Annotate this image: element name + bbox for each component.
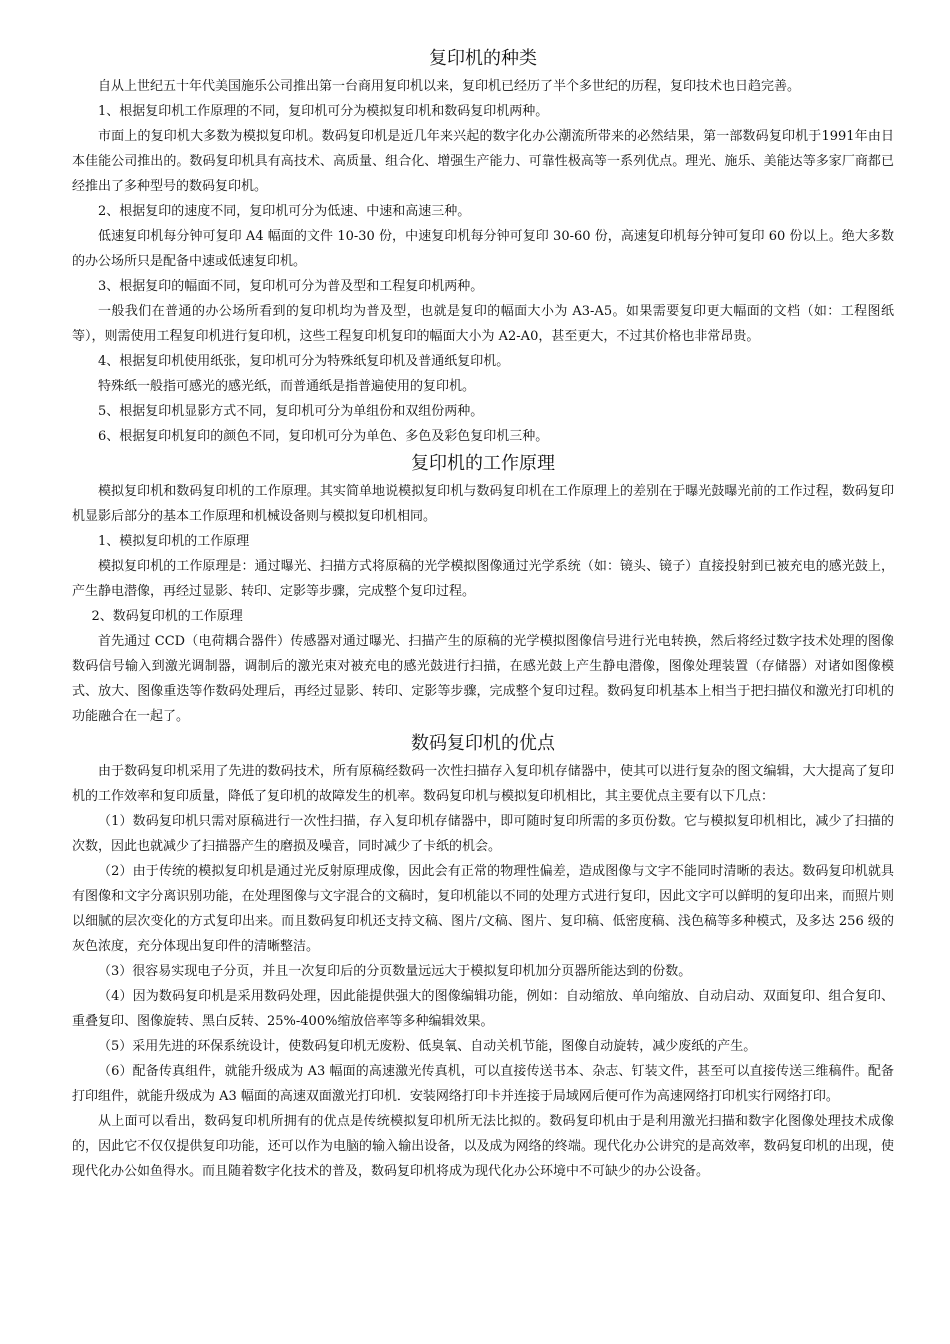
paragraph: 1、根据复印机工作原理的不同，复印机可分为模拟复印机和数码复印机两种。: [98, 104, 549, 119]
paragraph: 2、数码复印机的工作原理: [91, 609, 243, 624]
paragraph: （3）很容易实现电子分页，并且一次复印后的分页数量远远大于模拟复印机加分页器所能达到的份数。: [98, 964, 692, 979]
paragraph: 模拟复印机的工作原理是：通过曝光、扫描方式将原稿的光学模拟图像通过光学系统（如：镜头、镜子）直接投射到已被充电的感光鼓上，产生静电潜像，再经过显影、转印、定影等步骤，完成整个复印过程。: [72, 559, 894, 599]
paragraph: 市面上的复印机大多数为模拟复印机。数码复印机是近几年来兴起的数字化办公潮流所带来的必然结果，第一部数码复印机于1991年由日本佳能公司推出的。数码复印机具有高技术、高质量、组合化、增强生产能力、可靠性极高等一系列优点。理光、施乐、美能达等多家厂商都已经推出了多种型号的数码复印机。: [72, 129, 894, 194]
paragraph: 5、根据复印机显影方式不同，复印机可分为单组份和双组份两种。: [98, 404, 484, 419]
paragraph: 特殊纸一般指可感光的感光纸，而普通纸是指普遍使用的复印机。: [98, 379, 476, 394]
paragraph: 1、模拟复印机的工作原理: [98, 534, 250, 549]
paragraph: 2、根据复印的速度不同，复印机可分为低速、中速和高速三种。: [98, 204, 471, 219]
paragraph: 6、根据复印机复印的颜色不同，复印机可分为单色、多色及彩色复印机三种。: [98, 429, 549, 444]
paragraph: （2）由于传统的模拟复印机是通过光反射原理成像，因此会有正常的物理性偏差，造成图像与文字不能同时清晰的表达。数码复印机就具有图像和文字分离识别功能，在处理图像与文字混合的文稿时，复印机能以不同的处理方式进行复印，因此文字可以鲜明的复印出来，而照片则以细腻的层次变化的方式复印出来。而且数码复印机还支持文稿、图片/文稿、图片、复印稿、低密度稿、浅色稿等多种模式，及多达 256 级的灰色浓度，充分体现出复印件的清晰整洁。: [72, 864, 894, 954]
paragraph: 由于数码复印机采用了先进的数码技术，所有原稿经数码一次性扫描存入复印机存储器中，使其可以进行复杂的图文编辑，大大提高了复印机的工作效率和复印质量，降低了复印机的故障发生的机率。数码复印机与模拟复印机相比，其主要优点主要有以下几点：: [72, 764, 894, 804]
paragraph: 4、根据复印机使用纸张，复印机可分为特殊纸复印机及普通纸复印机。: [98, 354, 510, 369]
paragraph: 首先通过 CCD（电荷耦合器件）传感器对通过曝光、扫描产生的原稿的光学模拟图像信号进行光电转换，然后将经过数字技术处理的图像数码信号输入到激光调制器，调制后的激光束对被充电的感光鼓进行扫描，在感光鼓上产生静电潜像，图像处理装置（存储器）对诸如图像模式、放大、图像重迭等作数码处理后，再经过显影、转印、定影等步骤，完成整个复印过程。数码复印机基本上相当于把扫描仪和激光打印机的功能融合在一起了。: [72, 634, 894, 724]
section-title-digital-advantages: 数码复印机的优点: [411, 733, 555, 754]
paragraph: （1）数码复印机只需对原稿进行一次性扫描，存入复印机存储器中，即可随时复印所需的多页份数。它与模拟复印机相比，减少了扫描的次数，因此也就减少了扫描器产生的磨损及噪音，同时减少了卡纸的机会。: [72, 814, 894, 854]
paragraph: 自从上世纪五十年代美国施乐公司推出第一台商用复印机以来，复印机已经历了半个多世纪的历程，复印技术也日趋完善。: [98, 79, 801, 94]
paragraph: 从上面可以看出，数码复印机所拥有的优点是传统模拟复印机所无法比拟的。数码复印机由于是利用激光扫描和数字化图像处理技术成像的，因此它不仅仅提供复印功能，还可以作为电脑的输入输出设备，以及成为网络的终端。现代化办公讲究的是高效率，数码复印机的出现，使现代化办公如鱼得水。而且随着数字化技术的普及，数码复印机将成为现代化办公环境中不可缺少的办公设备。: [72, 1114, 894, 1179]
section-title-working-principle: 复印机的工作原理: [411, 453, 555, 474]
paragraph: 一般我们在普通的办公场所看到的复印机均为普及型，也就是复印的幅面大小为 A3-A5。如果需要复印更大幅面的文档（如：工程图纸等），则需使用工程复印机进行复印机，这些工程复印机复印的幅面大小为 A2-A0，甚至更大，不过其价格也非常昂贵。: [72, 304, 894, 344]
section-title-copier-types: 复印机的种类: [429, 48, 537, 69]
paragraph: 3、根据复印的幅面不同，复印机可分为普及型和工程复印机两种。: [98, 279, 484, 294]
paragraph: （6）配备传真组件，就能升级成为 A3 幅面的高速激光传真机，可以直接传送书本、杂志、钉装文件，甚至可以直接传送三维稿件。配备打印组件，就能升级成为 A3 幅面的高速双面激光打印机．安装网络打印卡并连接于局域网后便可作为高速网络打印机实行网络打印。: [72, 1064, 894, 1104]
paragraph: （5）采用先进的环保系统设计，使数码复印机无废粉、低臭氧、自动关机节能，图像自动旋转，减少废纸的产生。: [98, 1039, 757, 1054]
document-page: [72, 44, 894, 1184]
paragraph: 低速复印机每分钟可复印 A4 幅面的文件 10-30 份，中速复印机每分钟可复印 30-60 份，高速复印机每分钟可复印 60 份以上。绝大多数的办公场所只是配备中速或低速复印机。: [72, 229, 894, 269]
paragraph: （4）因为数码复印机是采用数码处理，因此能提供强大的图像编辑功能，例如：自动缩放、单向缩放、自动启动、双面复印、组合复印、重叠复印、图像旋转、黑白反转、25%-400%缩放倍率等多种编辑效果。: [72, 989, 894, 1029]
paragraph: 模拟复印机和数码复印机的工作原理。其实简单地说模拟复印机与数码复印机在工作原理上的差别在于曝光鼓曝光前的工作过程，数码复印机显影后部分的基本工作原理和机械设备则与模拟复印机相同。: [72, 484, 894, 524]
